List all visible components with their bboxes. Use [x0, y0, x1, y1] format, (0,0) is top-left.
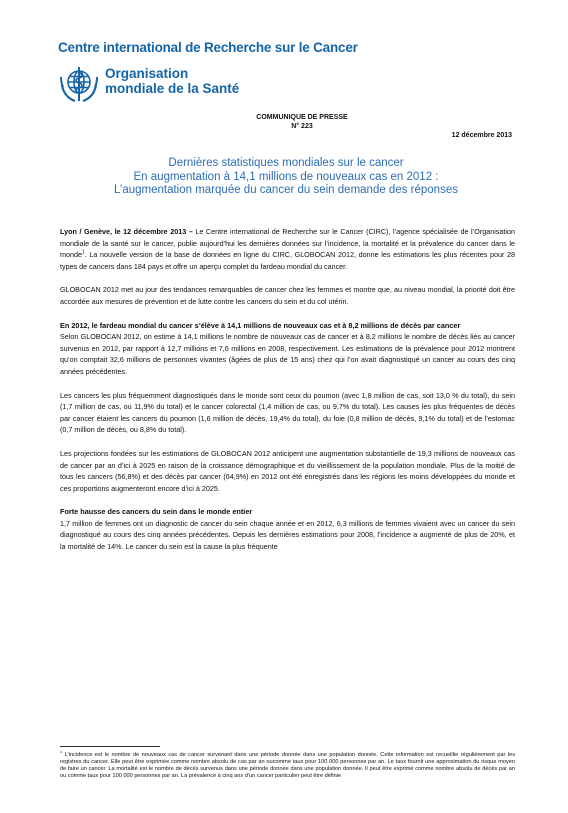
footnote-number: 1 — [60, 749, 63, 755]
paragraph-estimates: Selon GLOBOCAN 2012, on estime à 14,1 millions le nombre de nouveaux cas de cancer et à 8,2 millions le nombre de décès liés au cancer survenus en 2012, par rapport à 12,7 millions et 7,6 millions en 2008, respectivement. Les estimations de la prévalence pour 2012 montrent qu’on comptait 32,6 millions de personnes vivantes (âgées de plus de 15 ans) chez qui l’on avait diagnostiqué un cancer au cours des cinq années précédentes. — [60, 332, 515, 376]
dateline: Lyon / Genève, le 12 décembre 2013 – — [60, 227, 193, 236]
headline-line2: En augmentation à 14,1 millions de nouveaux cas en 2012 : — [133, 170, 439, 183]
who-name-line1: Organisation — [105, 66, 189, 81]
press-release-label — [0, 113, 568, 131]
paragraph-intro — [60, 226, 515, 272]
headline-line3: L’augmentation marquée du cancer du sein demande des réponses — [114, 184, 458, 196]
footnote-divider — [60, 746, 160, 747]
article-body — [60, 226, 515, 565]
footnote-ref[interactable]: 1 — [81, 249, 85, 256]
press-release-number: N° 223 — [291, 123, 313, 130]
paragraph-trends: GLOBOCAN 2012 met au jour des tendances remarquables de cancer chez les femmes et montre que, au niveau mondial, la priorité doit être accordée aux mesures de prévention et de lutte contre les cancers du sein et du col utérin. — [60, 285, 515, 306]
headline-line1: Dernières statistiques mondiales sur le cancer — [168, 157, 404, 169]
who-name — [105, 67, 239, 96]
footnote-text: L’incidence est le nombre de nouveaux cas de cancer survenant dans une période donnée dans une population donnée. Cette information est recueillie régulièrement par les registres du cancer. Elle peut être exprimée comme nombre absolu de cas par an oucomme taux pour 100 000 personnes par an. Le taux fournit une approximation du risque moyen de faire un cancer. La mortalité est le nombre de décès survenus dans une période donnée dans une population donnée. Il peut être exprimé comme nombre absolu de décès par an ou comme taux pour 100 000 personnes par an. La prévalence à cinq ans d’un cancer particulier peut être définie — [60, 752, 515, 780]
footnote — [60, 749, 515, 780]
paragraph-frequent-cancers: Les cancers les plus fréquemment diagnostiqués dans le monde sont ceux du poumon (avec 1,8 million de cas, soit 13,0 % du total), du sein (1,7 million de cas, ou 11,9% du total) et le cancer colorectal (1,4 million de cas, ou 9,7% du total). Les causes les plus fréquentes de décès par cancer étaient les cancers du poumon (1,6 million de décès, 19,4% du total), du foie (0,8 million de décès, 9,1% du total) et de l’estomac (0,7 million de décès, ou 8,8% du total). — [60, 390, 515, 435]
intro-text-cont: . La nouvelle version de la base de données en ligne du CIRC, GLOBOCAN 2012, donne les estimations les plus récentes pour 28 types de cancers dans 184 pays et offre un aperçu complet du fardeau mondial du cancer. — [60, 250, 515, 271]
org-name: Centre international de Recherche sur le Cancer — [58, 40, 358, 55]
who-emblem-icon — [56, 61, 102, 107]
paragraph-projections: Les projections fondées sur les estimations de GLOBOCAN 2012 anticipent une augmentation substantielle de 19,3 millions de nouveaux cas de cancer par an d’ici à 2025 en raison de la croissance démographique et du vieillissement de la population mondiale. Plus de la moitié de tous les cancers (56,8%) et des décès par cancer (64,9%) en 2012 ont été enregistrés dans les régions les moins développées du monde et ces proportions augmenteront encore d’ici à 2025. — [60, 448, 515, 493]
release-date: 12 décembre 2013 — [451, 132, 512, 139]
intro-text: Le Centre international de Recherche sur le Cancer (CIRC), l’agence spécialisée de l’Organisation mondiale de la santé sur le cancer, publie aujourd’hui les dernières données sur l’incidence, la mortalité et la prévalence du cancer dans le monde — [60, 227, 515, 260]
headline — [60, 157, 512, 198]
paragraph-breast: 1,7 million de femmes ont un diagnostic de cancer du sein chaque année et en 2012, 6,3 millions de femmes vivaient avec un cancer du sein diagnostiqué au cours des cinq années précédentes. Depuis les dernières estimations pour 2008, l’incidence a augmenté de plus de 20%, et la mortalité de 14%. Le cancer du sein est la cause la plus fréquente — [60, 518, 515, 552]
who-name-line2: mondiale de la Santé — [105, 80, 240, 96]
section-heading-burden: En 2012, le fardeau mondial du cancer s’élève à 14,1 millions de nouveaux cas et à 8,2 millions de décès par cancer — [60, 320, 461, 330]
press-release-title: COMMUNIQUE DE PRESSE — [256, 114, 348, 121]
section-heading-breast: Forte hausse des cancers du sein dans le monde entier — [60, 507, 253, 517]
